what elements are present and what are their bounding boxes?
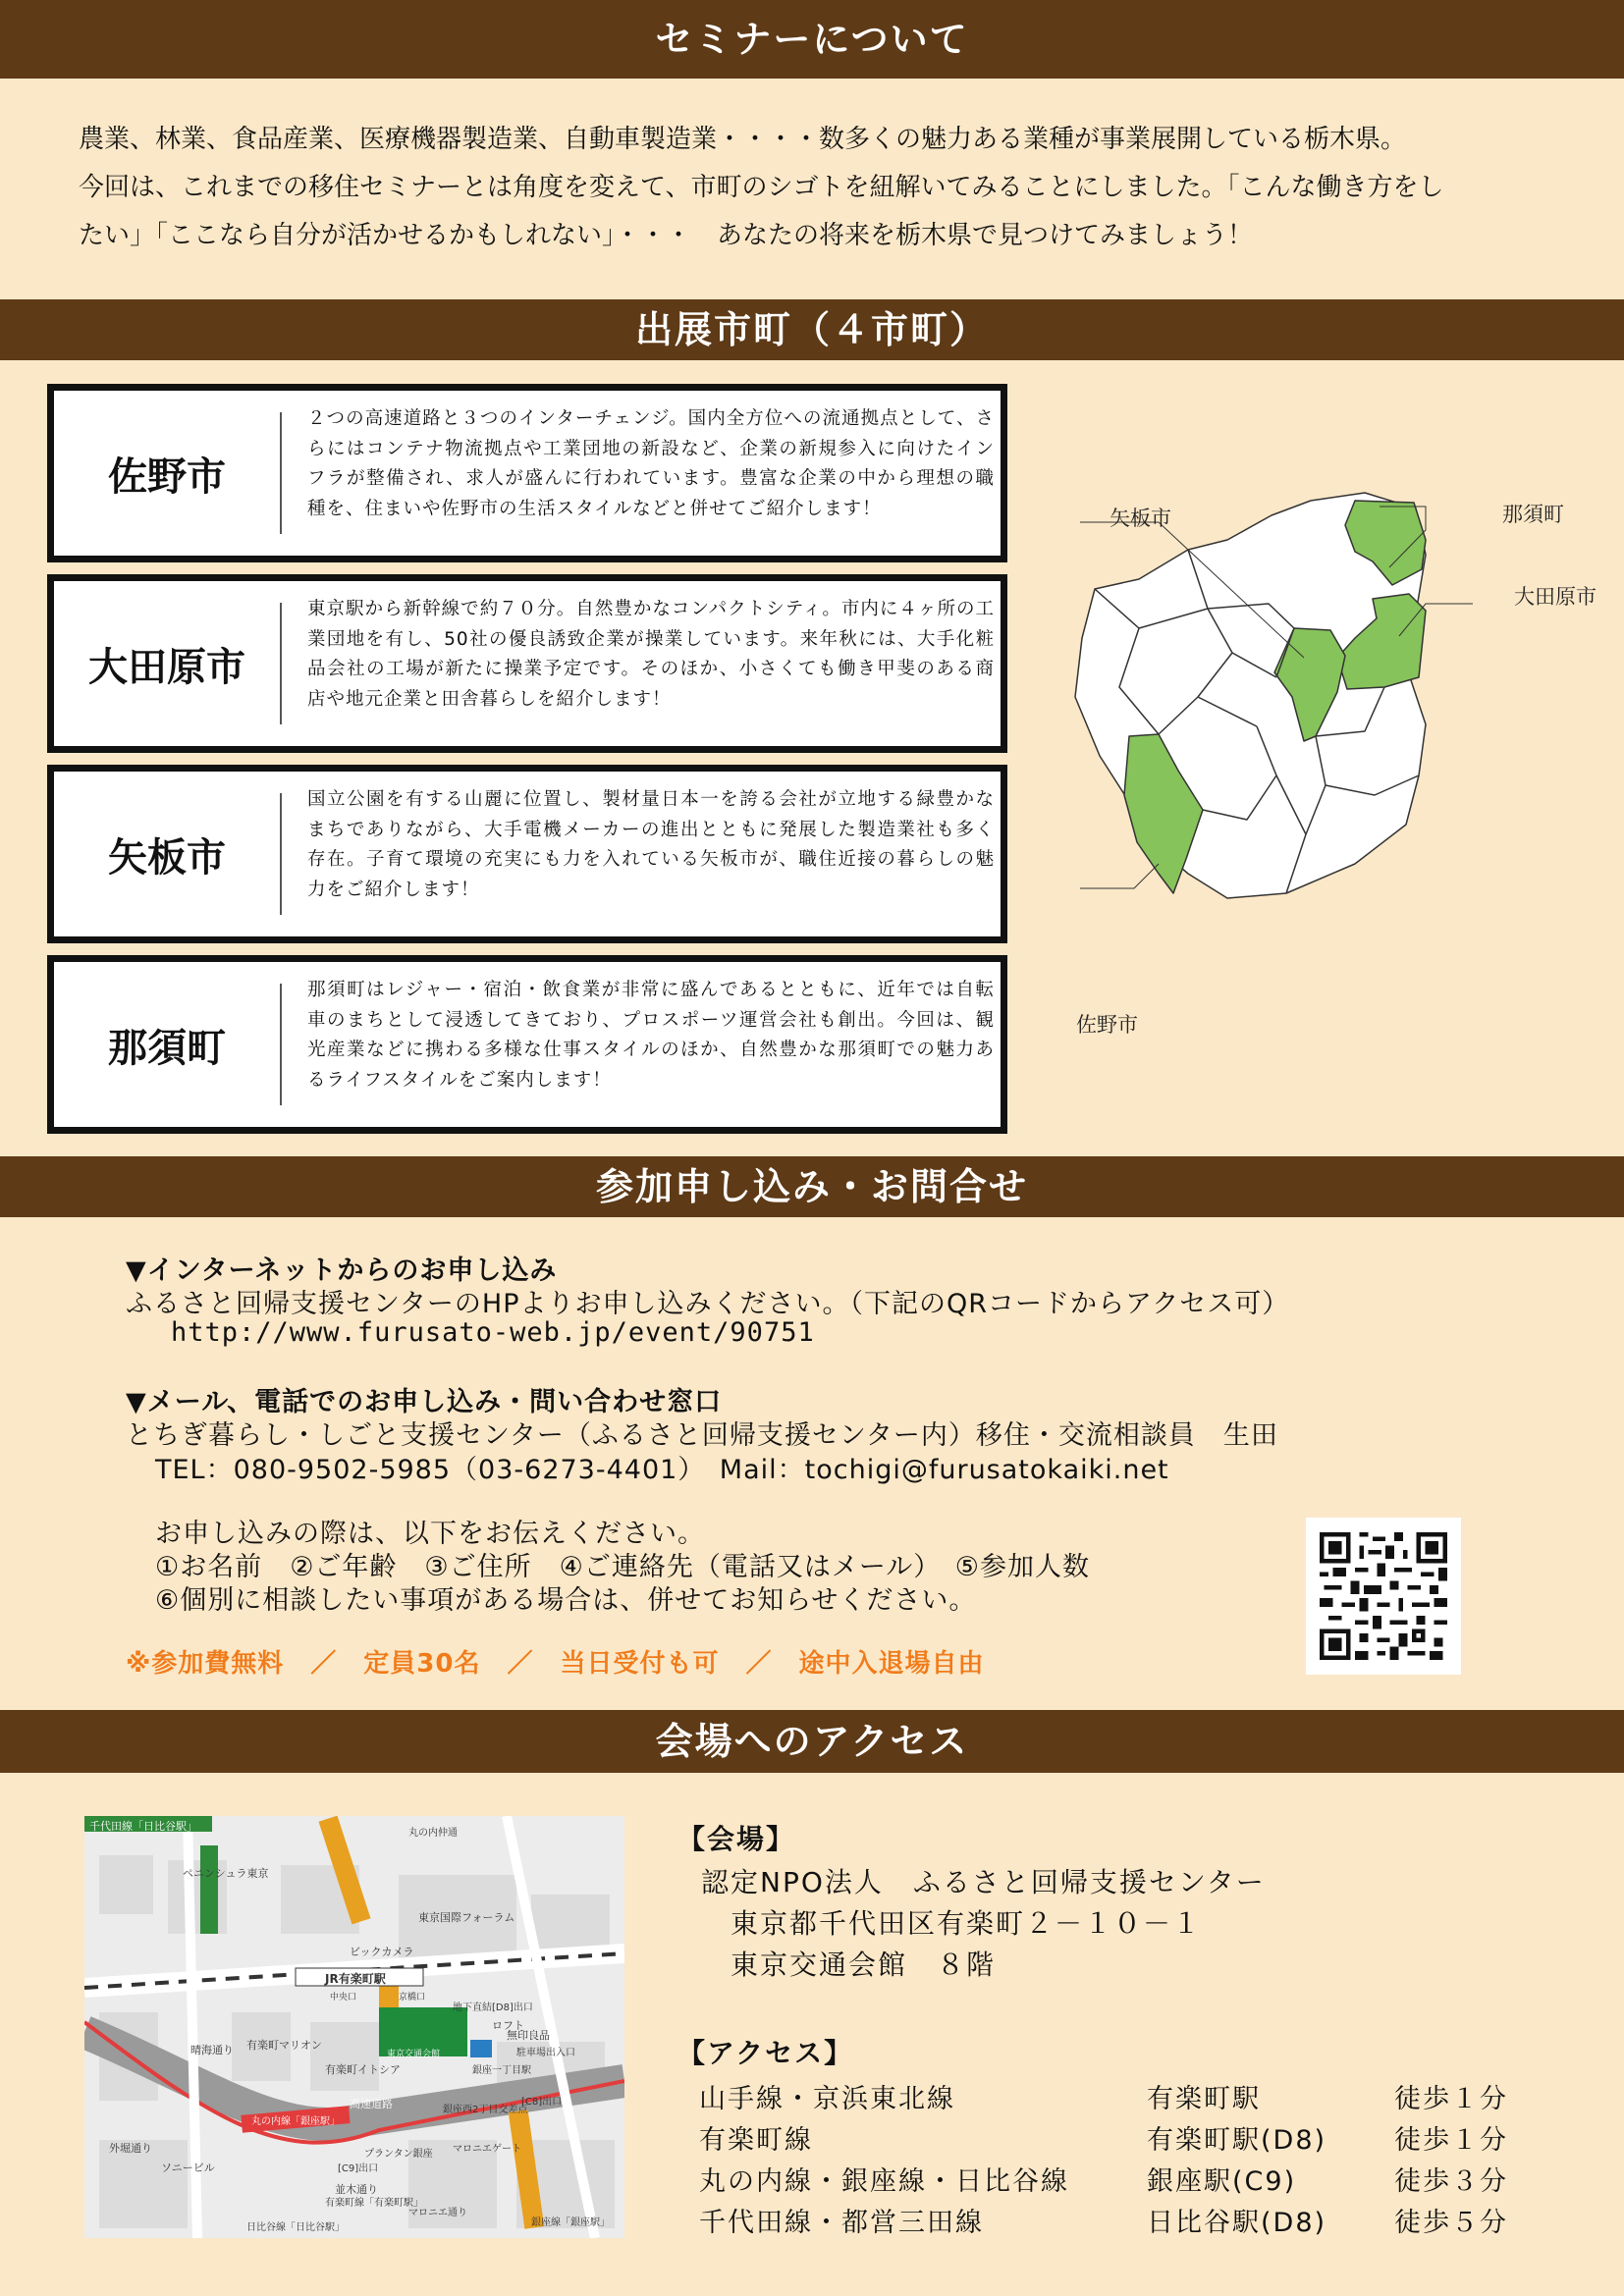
map-text: 有楽町線「有楽町駅」: [325, 2198, 423, 2209]
map-text: 丸の内仲通: [408, 1828, 458, 1839]
map-text: [C9]出口: [338, 2163, 379, 2174]
city-card-nasu: [47, 955, 1007, 1134]
required-items: ⑥個別に相談したい事項がある場合は、併せてお知らせください。: [155, 1585, 977, 1616]
access-line: 有楽町線: [699, 2125, 813, 2156]
city-name: 矢板市: [108, 834, 226, 881]
required-items: ①お名前 ②ご年齢 ③ご住所 ④ご連絡先（電話又はメール） ⑤参加人数: [155, 1552, 1090, 1582]
map-text: 丸の内線「銀座駅」: [251, 2116, 340, 2127]
map-label-yaita: 矢板市: [1110, 507, 1171, 530]
map-text: [C8]出口: [521, 2097, 563, 2108]
map-text: 並木通り: [335, 2183, 378, 2196]
map-text: 銀座線「銀座駅」: [531, 2217, 610, 2228]
map-text: 銀座一丁目駅: [472, 2065, 531, 2076]
map-text: 外堀通り: [109, 2142, 152, 2155]
access-walk: 徒歩３分: [1394, 2166, 1508, 2197]
map-text: 晴海通り: [190, 2044, 234, 2056]
map-text: 京橋口: [399, 1993, 426, 2002]
map-text: 千代田線「日比谷駅」: [89, 1820, 197, 1833]
access-line: 千代田線・都営三田線: [699, 2208, 984, 2238]
leader-line: [1080, 864, 1159, 888]
intro-line: 農業、林業、食品産業、医療機器製造業、自動車製造業・・・・数多くの魅力ある業種が事業展開している栃木県。: [79, 125, 1407, 154]
map-text: 有楽町イトシア: [325, 2063, 401, 2076]
access-heading: 【アクセス】: [677, 2037, 854, 2069]
qr-code-icon: [1320, 1532, 1447, 1660]
city-card-yaita: [47, 765, 1007, 943]
intro-line: たい」「ここなら自分が活かせるかもしれない」・・・ あなたの将来を栃木県で見つけてみましょう！: [79, 221, 1254, 250]
city-description: 東京駅から新幹線で約７０分。自然豊かなコンパクトシティ。市内に４ヶ所の工業団地を有し、50社の優良誘致企業が操業しています。来年秋には、大手化粧品会社の工場が新たに操業予定です。そのほか、小さくても働き甲斐のある商店や地元企業と田舎暮らしを紹介します！: [307, 599, 995, 710]
tel-mail: TEL：080-9502-5985（03-6273-4401） Mail：tochigi@furusatokaiki.net: [155, 1455, 1169, 1485]
access-walk: 徒歩１分: [1394, 2125, 1508, 2156]
city-description: 国立公園を有する山麗に位置し、製材量日本一を誇る会社が立地する緑豊かなまちでありながら、大手電機メーカーの進出とともに発展した製造業社も多く存在。子育て環境の充実にも力を入れている矢板市が、職住近接の暮らしの魅力をご紹介します！: [307, 789, 995, 900]
map-label-nasu: 那須町: [1502, 503, 1564, 526]
intro-line: 今回は、これまでの移住セミナーとは角度を変えて、市町のシゴトを紐解いてみることにしました。「こんな働き方をし: [79, 173, 1444, 202]
map-text: 無印良品: [507, 2029, 550, 2042]
map-label-sano: 佐野市: [1076, 1013, 1138, 1037]
access-station: 日比谷駅(D8): [1147, 2208, 1327, 2238]
jr-station-label: JR有楽町駅: [325, 1972, 386, 1986]
map-text: ロフト: [492, 2019, 524, 2032]
access-map: [84, 1816, 624, 2238]
highlight-notice: ※参加費無料 ／ 定員30名 ／ 当日受付も可 ／ 途中入退場自由: [126, 1649, 985, 1679]
venue-heading: 【会場】: [677, 1823, 796, 1855]
map-text: プランタン銀座: [364, 2149, 433, 2160]
map-text: 銀座西2丁目交差点: [443, 2105, 528, 2115]
map-text: 高速道路: [350, 2098, 393, 2110]
map-text: 有楽町マリオン: [246, 2039, 322, 2052]
section-title-apply: 参加申し込み・お問合せ: [0, 1156, 1624, 1217]
map-text: 地下直結[D8]出口: [453, 2002, 533, 2013]
section-title-access: 会場へのアクセス: [0, 1710, 1624, 1773]
access-station: 銀座駅(C9): [1147, 2166, 1297, 2197]
city-description: 那須町はレジャー・宿泊・飲食業が非常に盛んであるとともに、近年では自転車のまちとして浸透してきており、プロスポーツ運営会社も創出。今回は、観光産業などに携わる多様な仕事スタイルのほか、自然豊かな那須町での魅力あるライフスタイルをご案内します！: [307, 980, 995, 1091]
city-card-sano: [47, 384, 1007, 562]
internet-heading: ▼インターネットからのお申し込み: [126, 1255, 558, 1286]
contact-heading: ▼メール、電話でのお申し込み・問い合わせ窓口: [126, 1387, 723, 1417]
map-text: ペニンシュラ東京: [183, 1867, 269, 1880]
event-url[interactable]: http://www.furusato-web.jp/event/90751: [171, 1317, 815, 1348]
map-label-ohtawara: 大田原市: [1514, 585, 1597, 609]
map-text: 中央口: [330, 1993, 357, 2002]
access-line: 山手線・京浜東北線: [699, 2084, 955, 2114]
section-title-about: セミナーについて: [0, 0, 1624, 79]
city-name: 佐野市: [108, 454, 226, 500]
map-text: 駐車場出入口: [516, 2048, 575, 2058]
access-station: 有楽町駅: [1147, 2084, 1261, 2114]
city-name: 大田原市: [88, 644, 245, 690]
map-text: ソニービル: [161, 2162, 215, 2174]
internet-text: ふるさと回帰支援センターのHPよりお申し込みください。（下記のQRコードからアクセス可）: [126, 1289, 1290, 1319]
contact-text: とちぎ暮らし・しごと支援センター（ふるさと回帰支援センター内）移住・交流相談員 生田: [126, 1420, 1278, 1451]
access-line: 丸の内線・銀座線・日比谷線: [699, 2166, 1069, 2197]
intro-text: [79, 116, 1571, 260]
tochigi-map: [1060, 481, 1610, 1050]
city-name: 那須町: [108, 1025, 226, 1071]
venue-building: 東京交通会館 ８階: [731, 1949, 997, 1981]
qr-code[interactable]: [1306, 1518, 1461, 1675]
divider: [280, 603, 282, 724]
notice-text: お申し込みの際は、以下をお伝えください。: [155, 1519, 705, 1549]
map-text: ビックカメラ: [350, 1946, 414, 1958]
map-text: 東京国際フォーラム: [418, 1911, 515, 1924]
map-text: 東京交通会館: [387, 2050, 441, 2059]
divider: [280, 412, 282, 534]
divider: [280, 793, 282, 915]
access-walk: 徒歩１分: [1394, 2084, 1508, 2114]
city-card-ohtawara: [47, 574, 1007, 753]
divider: [280, 984, 282, 1105]
map-text: 日比谷線「日比谷駅」: [246, 2222, 345, 2233]
map-text: マロニエ通り: [408, 2208, 467, 2218]
city-description: ２つの高速道路と３つのインターチェンジ。国内全方位への流通拠点として、さらにはコンテナ物流拠点や工業団地の新設など、企業の新規参入に向けたインフラが整備され、求人が盛んに行われています。豊富な企業の中から理想の職種を、住まいや佐野市の生活スタイルなどと併せてご紹介します！: [307, 408, 995, 519]
venue-org: 認定NPO法人 ふるさと回帰支援センター: [701, 1866, 1266, 1898]
section-title-cities: 出展市町（４市町）: [0, 299, 1624, 360]
map-text: マロニエゲート: [453, 2144, 521, 2155]
venue-address: 東京都千代田区有楽町２－１０－１: [731, 1907, 1203, 1940]
access-station: 有楽町駅(D8): [1147, 2125, 1327, 2156]
access-walk: 徒歩５分: [1394, 2208, 1508, 2238]
